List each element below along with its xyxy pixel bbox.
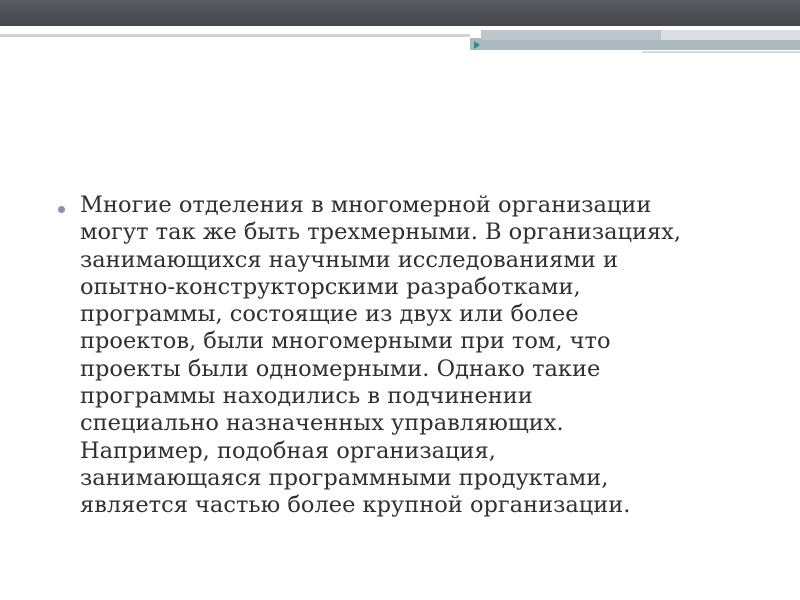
bullet-line: занимающаяся программными продуктами,: [80, 464, 609, 491]
triangle-right-icon: [474, 41, 480, 49]
slide-content: [58, 192, 758, 520]
header-band: [0, 0, 800, 26]
bullet-line: проектов, были многомерными при том, что: [80, 328, 611, 355]
header-divider-line: [0, 34, 470, 37]
bullet-line: проекты были одномерными. Однако такие: [80, 355, 601, 382]
bullet-line: Многие отделения в многомерной организации: [80, 192, 652, 218]
header-decor-rect-inner: [661, 30, 800, 40]
bullet-line: опытно-конструкторскими разработками,: [80, 273, 581, 300]
bullet-line: Например, подобная организация,: [80, 437, 496, 464]
bullet-icon: [58, 206, 65, 213]
bullet-line: программы, состоящие из двух или более: [80, 301, 579, 328]
header-decor-rect: [481, 30, 800, 40]
bullet-item: [58, 192, 758, 520]
header-accent-line: [642, 51, 800, 53]
bullet-line: занимающихся научными исследованиями и: [80, 246, 618, 273]
bullet-text: [80, 192, 740, 520]
bullet-line: специально назначенных управляющих.: [80, 410, 564, 437]
bullet-line: программы находились в подчинении: [80, 383, 533, 410]
bullet-line: является частью более крупной организации.: [80, 492, 631, 519]
bullet-line: могут так же быть трехмерными. В организациях,: [80, 219, 682, 246]
